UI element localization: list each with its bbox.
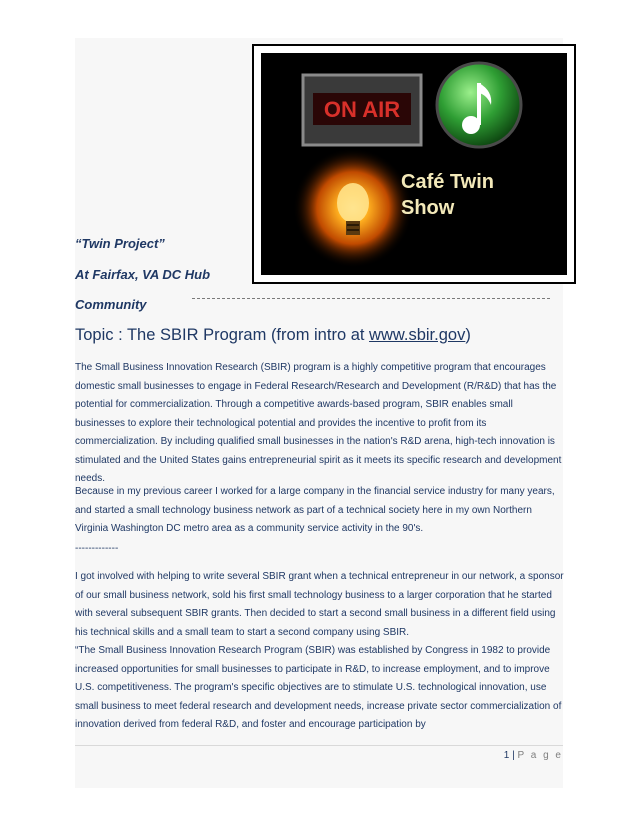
header-line-project: “Twin Project” bbox=[75, 236, 165, 251]
hero-graphics bbox=[261, 53, 567, 275]
paragraph-sbir-quote: “The Small Business Innovation Research Program (SBIR) was established by Congress in 1982 to provide increased opportunities for small businesses to participate in R&D, to increase employment, and to improve U.S. competitiveness. The program's specific objectives are to stimulate U.S. technological innovation, use small business to meet federal research and development needs, increase private sector commercialization of innovation derived from federal R&D, and foster and encourage participation by bbox=[75, 645, 562, 730]
header-dashed-rule bbox=[192, 298, 550, 299]
sbir-link[interactable]: www.sbir.gov bbox=[369, 326, 466, 344]
page-footer bbox=[504, 750, 563, 761]
paragraph-separator: ------------- bbox=[75, 543, 119, 554]
header-line-community: Community bbox=[75, 297, 147, 312]
cafe-twin-show-image bbox=[252, 44, 576, 284]
music-note-icon bbox=[437, 63, 521, 147]
footer-rule bbox=[75, 745, 563, 746]
topic-prefix: Topic : The SBIR Program (from intro at bbox=[75, 326, 370, 344]
topic-suffix: ) bbox=[465, 326, 471, 344]
paragraph-sbir-intro: The Small Business Innovation Research (SBIR) program is a highly competitive program that encourages domestic small businesses to engage in Federal Research/Research and Development (R/R&D) that has the potential for commercialization. Through a competitive awards-based program, SBIR enables small businesses to explore their technological potential and provides the incentive to profit from its commercialization. By including qualified small businesses in the nation's R&D arena, high-tech innovation is stimulated and the United States gains entrepreneurial spirit as it meets its specific research and development needs. bbox=[75, 362, 562, 484]
hero-image-canvas bbox=[261, 53, 567, 275]
paragraph-grant-story: I got involved with helping to write several SBIR grant when a technical entrepreneur in our network, a sponsor of our small business network, sold his first small technology business to a larger corporation that he started with several subsequent SBIR grants. Then decided to start a second small business in a different field using his technical skills and a small team to start a second company using SBIR. bbox=[75, 571, 564, 638]
on-air-sign bbox=[303, 75, 421, 145]
show-title-line2: Show bbox=[401, 197, 455, 219]
footer-separator: | bbox=[509, 750, 518, 761]
header-line-location: At Fairfax, VA DC Hub bbox=[75, 267, 211, 282]
on-air-text: ON AIR bbox=[323, 97, 401, 122]
topic-heading bbox=[75, 326, 471, 345]
page-number: 1 bbox=[503, 750, 510, 761]
show-title-line1: Café Twin bbox=[401, 171, 494, 193]
paragraph-previous-career: Because in my previous career I worked for a large company in the financial service industry for many years, and started a small technology business network as part of a technical society here in my own Northern Virginia Washington DC metro area as a community service activity in the 90's. bbox=[75, 486, 555, 534]
light-bulb-icon bbox=[293, 148, 413, 268]
show-title bbox=[401, 169, 494, 221]
page-label: P a g e bbox=[517, 750, 563, 761]
